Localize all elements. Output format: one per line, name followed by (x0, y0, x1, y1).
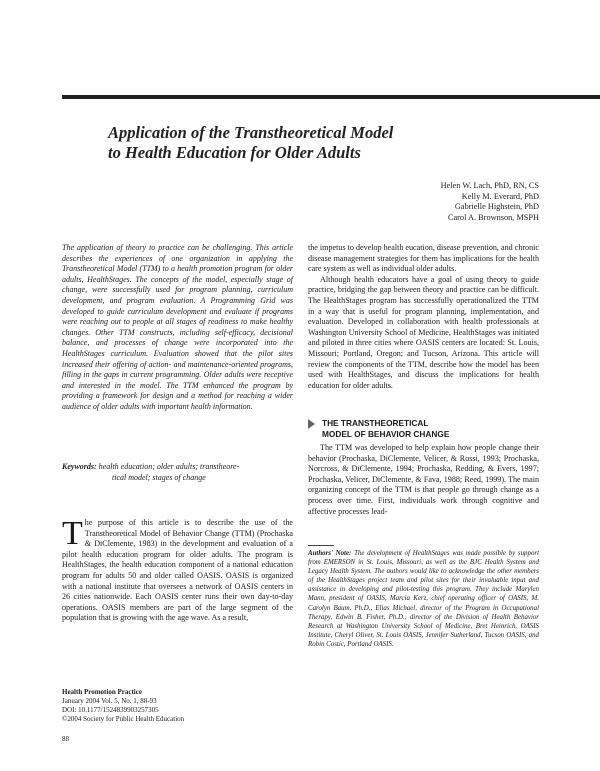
heading-line-1: THE TRANSTHEORETICAL (322, 418, 429, 428)
author-list (441, 181, 539, 223)
keywords-line-1: health education; older adults; transtheore- (98, 462, 240, 471)
section-heading (308, 418, 539, 439)
column-2-top (308, 243, 539, 391)
keywords-line-2: tical model; stages of change (112, 472, 206, 482)
section-arrow-icon (308, 419, 315, 429)
page-number: 88 (62, 735, 69, 743)
title-line-2: to Health Education for Older Adults (108, 143, 361, 162)
intro-paragraph (62, 515, 293, 624)
author: Gabrielle Highstein, PhD (454, 202, 539, 212)
paragraph: Although health educators have a goal of using theory to guide practice, bridging the gap between theory and practice can be difficult. The HealthStages program has successfully operationalized the TTM in a way that is useful for program planning, implementation, and evaluation. Developed in collaboration with health professionals at Washington University School of Medicine, HealthStages was initiated and piloted in three cities where OASIS centers are located: St. Louis, Missouri; Portland, Oregon; and Tucson, Arizona. This article will review the components of the TTM, describe how the model has been used with HealthStages, and discuss the implications for health education for older adults. (308, 274, 539, 390)
heading-line-2: MODEL OF BEHAVIOR CHANGE (322, 428, 450, 439)
journal-issue: January 2004 Vol. 5, No. 1, 88-93 (62, 697, 157, 705)
note-label: Authors' Note: (308, 550, 352, 557)
note-text: The development of HealthStages was made possible by support from EMERSON in St. Louis, Missouri, as well as the BJC Health System and Legacy Health System. The authors would like to acknowledge the other members of the HealthStages project team and pilot sites for their invaluable input and assistance in developing and pilot-testing this program. They include Marylen Mann, president of OASIS, Marcia Kerz, chief operating officer of OASIS, M. Carolyn Baum, Ph.D., Elias Michael, director of the Program in Occupational Therapy, Edwin B. Fisher, Ph.D., director of the Division of Health Behavior Research at Washington University School of Medicine, Bret Heinrich, OASIS Institute, Cheryl Oliver, St. Louis OASIS, Jennifer Sutherland, Tucson OASIS, and Robin Costic, Portland OASIS. (308, 550, 539, 648)
note-divider (308, 545, 334, 546)
abstract: The application of theory to practice can be challenging. This article describes the experiences of one organization in applying the Transtheoretical Model (TTM) to a health promotion program for older adults, HealthStages. The concepts of the model, especially stage of change, were successfully used for program planning, curriculum development, and program evaluation. A Programming Grid was developed to guide curriculum development and evaluate if programs were reaching out to people at all stages of readiness to make healthy changes. Other TTM constructs, including self-efficacy, decisional balance, and processes of change were incorporated into the HealthStages curriculum. Evaluation showed that the pilot sites increased their offering of action- and maintenance-oriented programs, filling in the gaps in current programming. Older adults were receptive and interested in the model. The TTM enhanced the program by providing a framework for design and a method for reaching a wider audience of older adults with important health information. (62, 243, 293, 411)
author: Kelly M. Everard, PhD (461, 191, 539, 201)
journal-info (62, 688, 184, 724)
journal-name: Health Promotion Practice (62, 688, 142, 696)
journal-doi: DOI: 10.1177/1524839903257305 (62, 706, 159, 714)
authors-note (308, 549, 539, 649)
journal-copyright: ©2004 Society for Public Health Education (62, 715, 185, 723)
drop-cap: T (62, 515, 83, 552)
keywords (62, 462, 293, 483)
keywords-label: Keywords: (62, 462, 97, 471)
paragraph: the impetus to develop health eucation, disease prevention, and chronic disease management strategies for them has implications for the health care system as well as individual older adults. (308, 243, 539, 274)
title-line-1: Application of the Transtheoretical Model (108, 123, 394, 142)
paragraph: The TTM was developed to help explain how people change their behavior (Prochaska, DiClemente, Velicer, & Rossi, 1993; Prochaska, Norcross, & DiClemente, 1994; Prochaska, Redding, & Evers, 1997; Prochaska, Velicer, DiClemente, & Fava, 1988; Reed, 1999). The main organizing concept of the TTM is that people go through change as a process over time. First, individuals work through cognitive and affective processes lead- (308, 443, 539, 516)
header-rule (62, 95, 600, 99)
author: Helen W. Lach, PhD, RN, CS (440, 181, 539, 190)
intro-text: he purpose of this article is to describe the use of the Transtheoretical Model of Behavior Change (TTM) (Prochaska & DiClemente, 1983) in the development and evaluation of a pilot health education program for older adults. The program is HealthStages, the health education component of a national education program for adults 50 and older called OASIS. OASIS is organized with a national institute that oversees a network of OASIS centers in 26 cities nationwide. Each OASIS center runs their own day-to-day operations. OASIS members are part of the large segment of the population that is growing with the age wave. As a result, (62, 518, 293, 623)
author: Carol A. Brownson, MSPH (447, 212, 539, 222)
article-title (108, 123, 548, 163)
